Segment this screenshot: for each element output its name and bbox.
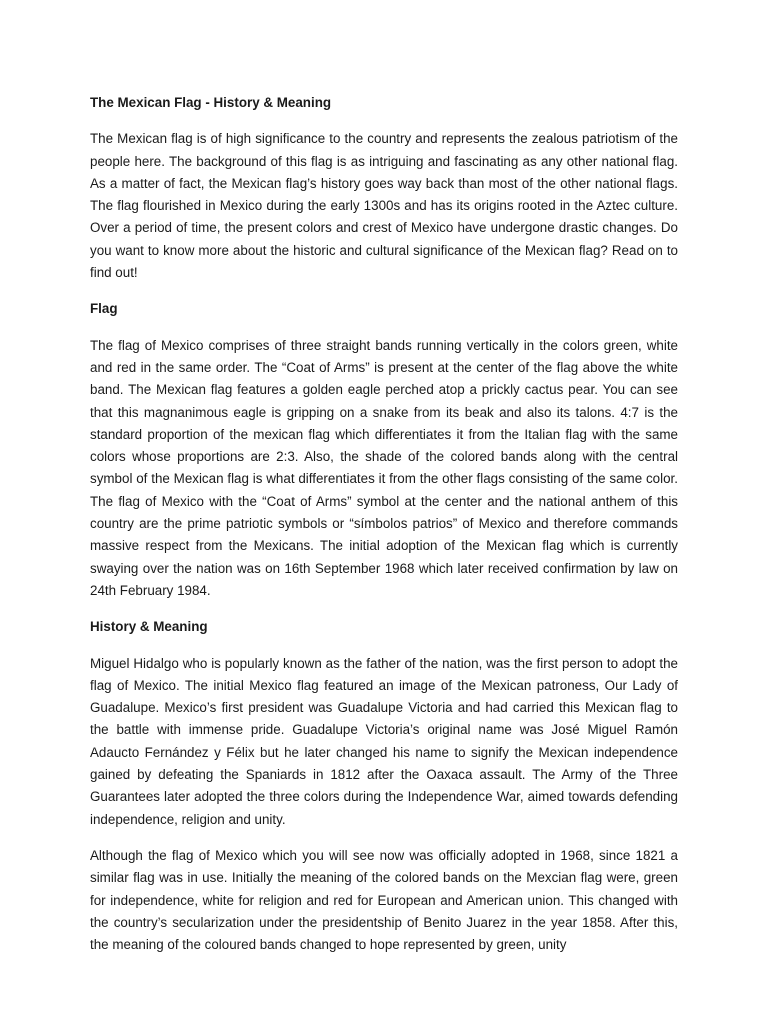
section-heading-flag: Flag <box>90 301 118 317</box>
section-heading-history-meaning: History & Meaning <box>90 619 208 635</box>
history-paragraph-2: Although the flag of Mexico which you will see now was officially adopted in 1968, since 1821 a similar flag was in use. Initially the meaning of the colored bands on the Mexcian flag were, green for independence, white for religion and red for European and American union. This changed with the country’s secularization under the presidentship of Benito Juarez in the year 1858. After this, the meaning of the coloured bands changed to hope represented by green, unity <box>90 847 678 953</box>
document-title: The Mexican Flag - History & Meaning <box>90 95 332 110</box>
history-paragraph-1: Miguel Hidalgo who is popularly known as the father of the nation, was the first person to adopt the flag of Mexico. The initial Mexico flag featured an image of the Mexican patroness, Our Lady of Guadalupe. Mexico’s first president was Guadalupe Victoria and had carried this Mexican flag to the battle with immense pride. Guadalupe Victoria’s original name was José Miguel Ramón Adaucto Fernández y Félix but he later changed his name to signify the Mexican independence gained by defeating the Spaniards in 1812 after the Oaxaca assault. The Army of the Three Guarantees later adopted the three colors during the Independence War, aimed towards defending independence, religion and unity. <box>90 655 678 827</box>
flag-paragraph: The flag of Mexico comprises of three straight bands running vertically in the colors green, white and red in the same order. The “Coat of Arms” is present at the center of the flag above the white band. The Mexican flag features a golden eagle perched atop a prickly cactus pear. You can see that this magnanimous eagle is gripping on a snake from its beak and also its talons. 4:7 is the standard proportion of the mexican flag which differentiates it from the Italian flag with the same colors whose proportions are 2:3. Also, the shade of the colored bands along with the central symbol of the Mexican flag is what differentiates it from the other flags consisting of the same color. The flag of Mexico with the “Coat of Arms” symbol at the center and the national anthem of this country are the prime patriotic symbols or “símbolos patrios” of Mexico and therefore commands massive respect from the Mexicans. The initial adoption of the Mexican flag which is currently swaying over the nation was on 16th September 1968 which later received confirmation by law on 24th February 1984. <box>90 337 678 598</box>
intro-paragraph: The Mexican flag is of high significance to the country and represents the zealous patriotism of the people here. The background of this flag is as intriguing and fascinating as any other national flag. As a matter of fact, the Mexican flag’s history goes way back than most of the other national flags. The flag flourished in Mexico during the early 1300s and has its origins rooted in the Aztec culture. Over a period of time, the present colors and crest of Mexico have undergone drastic changes. Do you want to know more about the historic and cultural significance of the Mexican flag? Read on to find out! <box>90 131 678 281</box>
document-body <box>90 92 678 956</box>
